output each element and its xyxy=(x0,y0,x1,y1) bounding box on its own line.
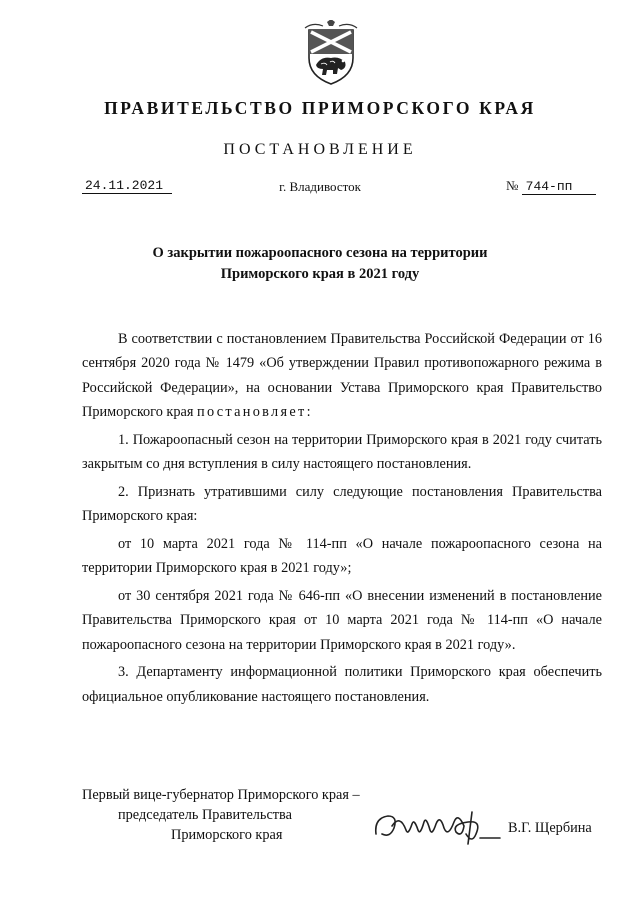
preamble-paragraph xyxy=(82,327,602,424)
item-1: 1. Пожароопасный сезон на территории Приморского края в 2021 году считать закрытым со дня вступления в силу настоящего постановления. xyxy=(82,431,602,472)
number-sign: № xyxy=(506,178,519,193)
coat-of-arms-icon xyxy=(303,20,359,86)
item-2-subitem-a: от 10 марта 2021 года № 114-пп «О начале пожароопасного сезона на территории Приморского края в 2021 году»; xyxy=(82,535,602,577)
document-title xyxy=(0,243,640,285)
document-number xyxy=(506,178,602,195)
organization-name: ПРАВИТЕЛЬСТВО ПРИМОРСКОГО КРАЯ xyxy=(104,98,536,118)
document-city: г. Владивосток xyxy=(279,179,361,194)
title-line-1: О закрытии пожароопасного сезона на территории xyxy=(152,245,488,261)
signer-position-line-1: Первый вице-губернатор Приморского края – xyxy=(82,787,360,803)
handwritten-signature xyxy=(372,804,502,848)
document-type: ПОСТАНОВЛЕНИЕ xyxy=(223,141,417,158)
item-3: 3. Департаменту информационной политики Приморского края обеспечить официальное опубликование настоящего постановления. xyxy=(82,664,602,705)
document-body xyxy=(82,327,602,712)
preamble-colon: : xyxy=(306,403,311,420)
item-2-subitem-b: от 30 сентября 2021 года № 646-пп «О внесении изменений в постановление Правительства Приморского края от 10 марта 2021 года № 114-пп «О начале пожароопасного сезона на территории Приморского края в 2021 году». xyxy=(82,587,602,653)
title-line-2: Приморского края в 2021 году xyxy=(220,266,420,282)
signer-position xyxy=(82,785,360,845)
signer-position-line-2: председатель Правительства xyxy=(118,807,292,823)
number-value: 744-пп xyxy=(522,179,596,195)
signer-name: В.Г. Щербина xyxy=(508,820,592,836)
item-2: 2. Признать утратившими силу следующие постановления Правительства Приморского края: xyxy=(82,483,602,525)
decree-word: постановляет xyxy=(197,403,307,420)
document-date: 24.11.2021 xyxy=(82,178,172,194)
preamble-text: В соответствии с постановлением Правительства Российской Федерации от 16 сентября 2020 года № 1479 «Об утверждении Правил противопожарного режима в Российской Федерации», на основании Устава Приморского края Правительство Приморского края xyxy=(82,331,602,420)
signer-position-line-3: Приморского края xyxy=(171,827,283,843)
